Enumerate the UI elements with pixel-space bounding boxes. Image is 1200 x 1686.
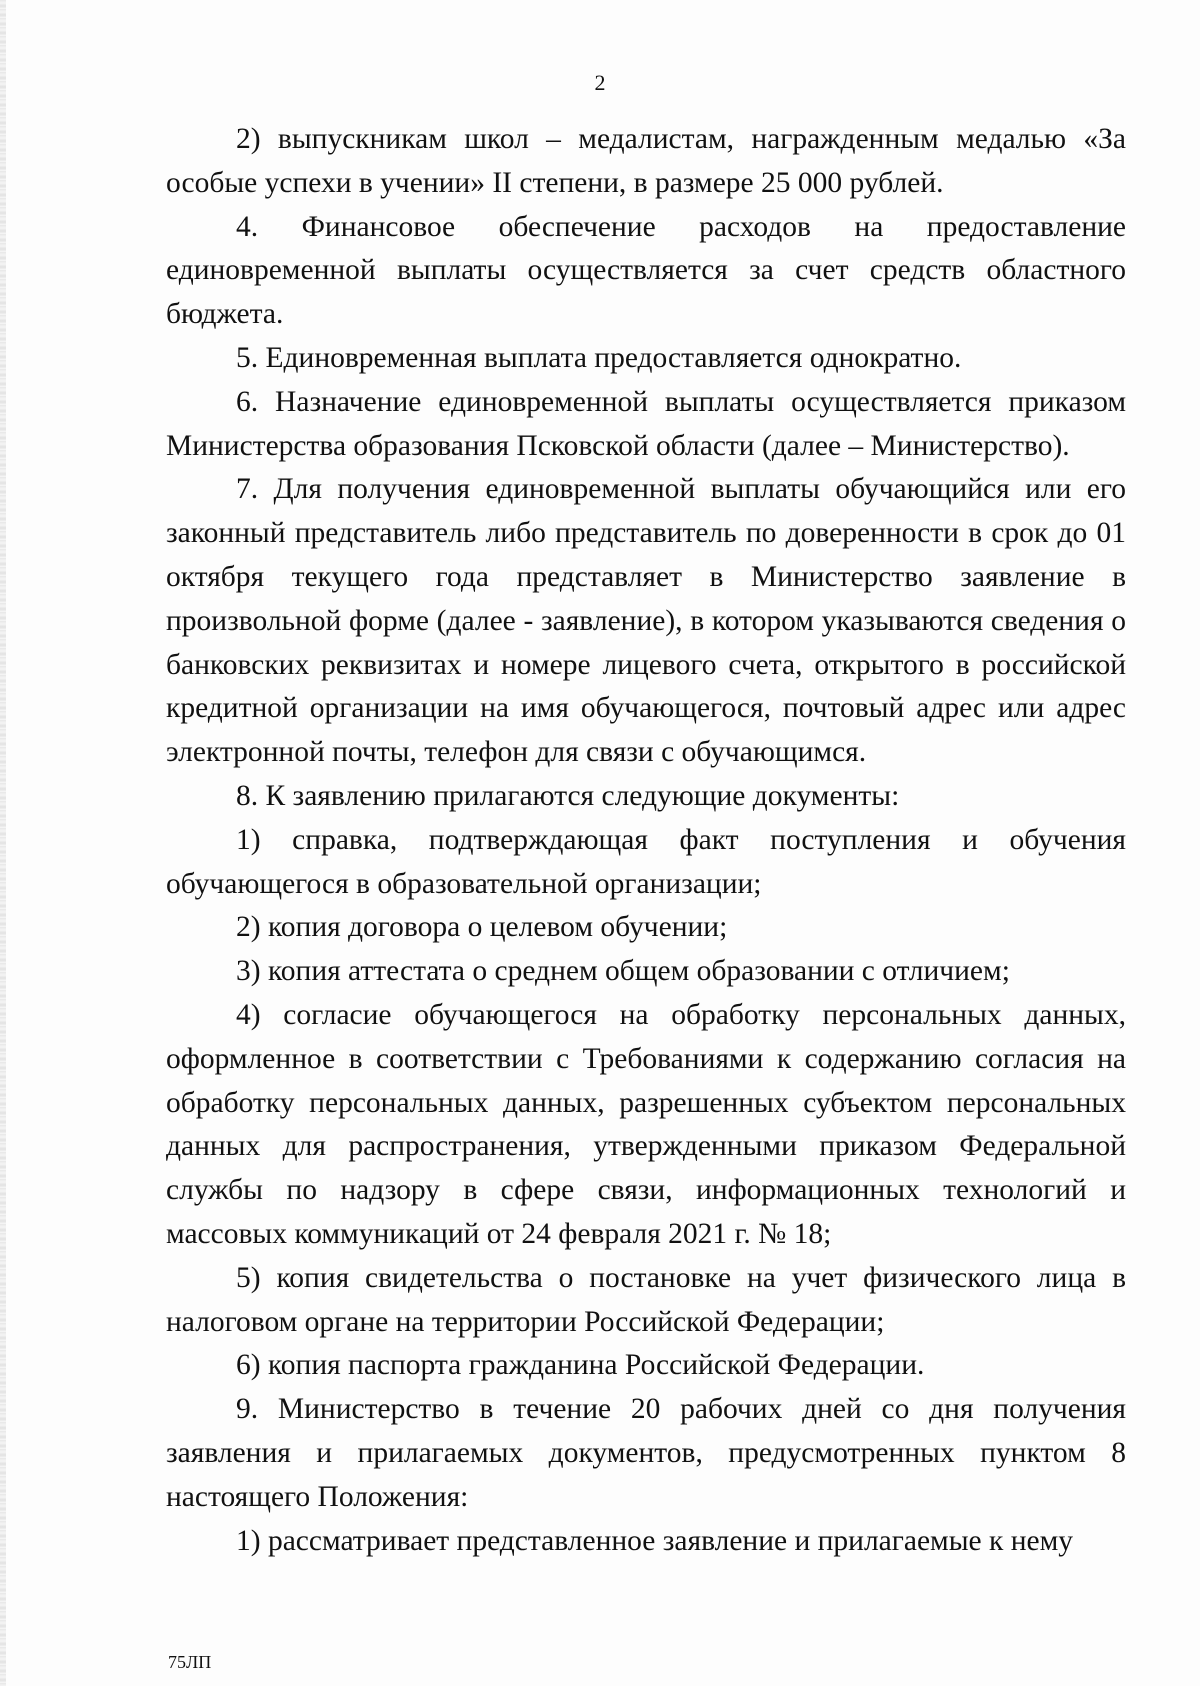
paragraph: 6) копия паспорта гражданина Российской Федерации. [236, 1349, 925, 1382]
document-body [166, 118, 1126, 1563]
paragraph: 4) согласие обучающегося на обработку персональных данных, оформленное в соответствии с Требованиями к содержанию согласия на обработку персональных данных, разрешенных субъектом персональных данных для распространения, утвержденными приказом Федеральной службы по надзору в сфере связи, информационных технологий и массовых коммуникаций от 24 февраля 2021 г. № 18; [166, 998, 1126, 1250]
paragraph: 8. К заявлению прилагаются следующие документы: [236, 779, 900, 812]
paragraph: 5) копия свидетельства о постановке на учет физического лица в налоговом органе на территории Российской Федерации; [166, 1261, 1126, 1338]
scan-edge [0, 0, 6, 1686]
paragraph: 2) копия договора о целевом обучении; [236, 911, 728, 944]
paragraph: 4. Финансовое обеспечение расходов на предоставление единовременной выплаты осуществляется за счет средств областного бюджета. [166, 210, 1126, 331]
paragraph: 2) выпускникам школ – медалистам, награжденным медалью «За особые успехи в учении» II степени, в размере 25 000 рублей. [166, 123, 1126, 199]
paragraph: 1) справка, подтверждающая факт поступления и обучения обучающегося в образовательной организации; [166, 823, 1126, 900]
paragraph: 9. Министерство в течение 20 рабочих дней со дня получения заявления и прилагаемых документов, предусмотренных пунктом 8 настоящего Положения: [166, 1393, 1126, 1513]
paragraph: 5. Единовременная выплата предоставляется однократно. [236, 341, 962, 374]
paragraph: 1) рассматривает представленное заявление и прилагаемые к нему [236, 1524, 1074, 1557]
page-number: 2 [594, 70, 606, 95]
paragraph: 7. Для получения единовременной выплаты обучающийся или его законный представитель либо представитель по доверенности в срок до 01 октября текущего года представляет в Министерство заявление в произвольной форме (далее - заявление), в котором указываются сведения о банковских реквизитах и номере лицевого счета, открытого в российской кредитной организации на имя обучающегося, почтовый адрес или адрес электронной почты, телефон для связи с обучающимся. [166, 473, 1126, 769]
footer-code: 75ЛП [168, 1652, 212, 1672]
paragraph: 6. Назначение единовременной выплаты осуществляется приказом Министерства образования Псковской области (далее – Министерство). [166, 385, 1126, 462]
paragraph: 3) копия аттестата о среднем общем образовании с отличием; [236, 955, 1010, 988]
